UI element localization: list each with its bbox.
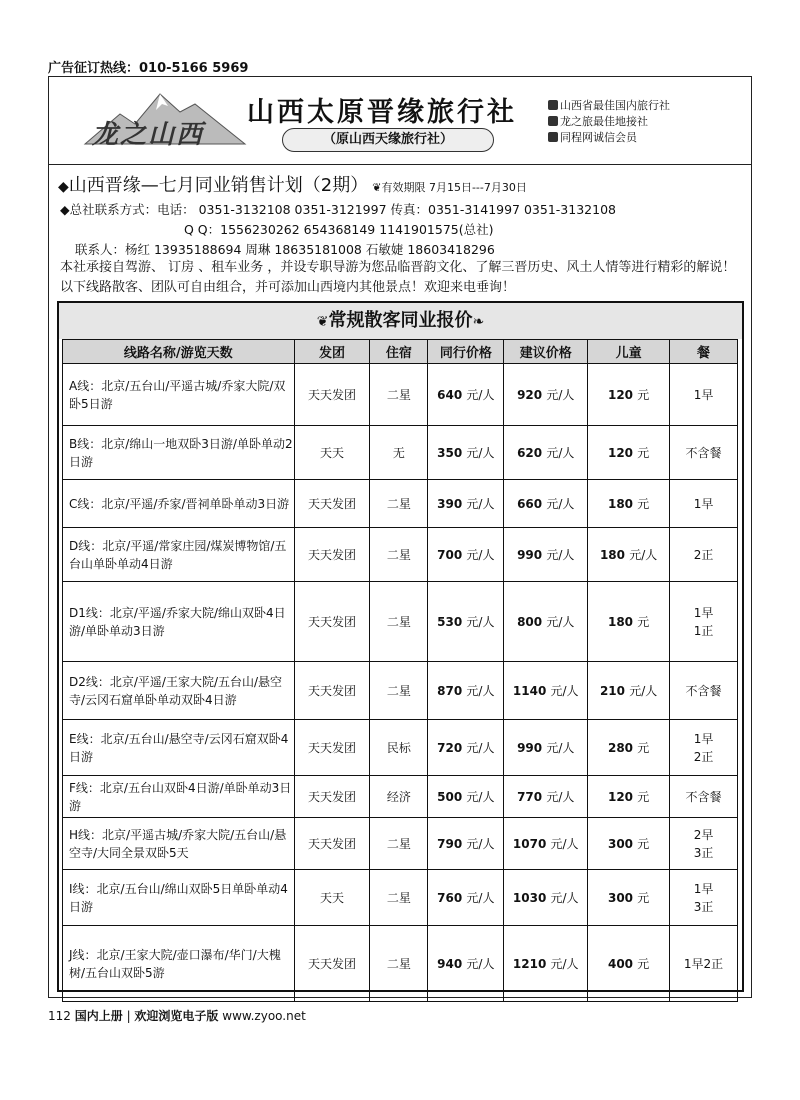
footer-url: www.zyoo.net — [222, 1009, 306, 1023]
hotel-cell: 二星 — [370, 364, 428, 426]
hotel-cell: 二星 — [370, 870, 428, 926]
table-row — [63, 818, 738, 870]
route-cell: D线：北京/平遥/常家庄园/煤炭博物馆/五台山单卧单动4日游 — [63, 528, 295, 582]
divider — [48, 164, 751, 165]
hotel-cell: 二星 — [370, 926, 428, 1002]
meal-cell: 1早 1正 — [670, 582, 738, 662]
table-title: ❦常规散客同业报价❧ — [59, 303, 742, 339]
honors-list — [548, 98, 670, 146]
child-price-cell: 210 元/人 — [588, 662, 670, 720]
meal-cell: 不含餐 — [670, 776, 738, 818]
award-icon — [548, 116, 558, 126]
intro-text: 本社承接自驾游、 订房 、租车业务 ，并设专职导游为您品临晋韵文化、了解三晋历史、风土人情等进行精彩的解说！以下线路散客、团队可自由组合，并可添加山西境内其他景点！欢迎来电垂询！ — [60, 260, 736, 295]
route-cell: J线：北京/王家大院/壶口瀑布/华门/大槐树/五台山双卧5游 — [63, 926, 295, 1002]
contact-phone-fax: ◆总社联系方式：电话： 0351-3132108 0351-3121997 传真：0351-3141997 0351-3132108 — [60, 202, 616, 217]
suggest-price-cell: 660 元/人 — [504, 480, 588, 528]
agency-former-name: （原山西天缘旅行社） — [282, 128, 494, 152]
depart-cell: 天天发团 — [294, 582, 370, 662]
col-depart: 发团 — [294, 340, 370, 364]
table-row — [63, 776, 738, 818]
route-cell: C线：北京/平遥/乔家/晋祠单卧单动3日游 — [63, 480, 295, 528]
child-price-cell: 120 元 — [588, 426, 670, 480]
route-cell: E线：北京/五台山/悬空寺/云冈石窟双卧4日游 — [63, 720, 295, 776]
meal-cell: 1早2正 — [670, 926, 738, 1002]
depart-cell: 天天发团 — [294, 776, 370, 818]
child-price-cell: 120 元 — [588, 364, 670, 426]
col-child: 儿童 — [588, 340, 670, 364]
agency-name: 山西太原晋缘旅行社 — [247, 97, 517, 128]
section-name: 国内上册 — [74, 1009, 123, 1023]
route-cell: H线：北京/平遥古城/乔家大院/五台山/悬空寺/大同全景双卧5天 — [63, 818, 295, 870]
table-row — [63, 870, 738, 926]
depart-cell: 天天发团 — [294, 364, 370, 426]
ornament-icon: ❧ — [472, 314, 485, 330]
child-price-cell: 400 元 — [588, 926, 670, 1002]
table-row — [63, 720, 738, 776]
col-meal: 餐 — [670, 340, 738, 364]
hotel-cell: 经济 — [370, 776, 428, 818]
child-price-cell: 300 元 — [588, 870, 670, 926]
price-table — [62, 339, 738, 1002]
col-peer-price: 同行价格 — [428, 340, 504, 364]
peer-price-cell: 870 元/人 — [428, 662, 504, 720]
route-cell: D2线：北京/平遥/王家大院/五台山/悬空寺/云冈石窟单卧单动双卧4日游 — [63, 662, 295, 720]
meal-cell: 1早 — [670, 364, 738, 426]
route-cell: B线：北京/绵山一地双卧3日游/单卧单动2日游 — [63, 426, 295, 480]
page-footer: 112 国内上册 | 欢迎浏览电子版 www.zyoo.net — [48, 1009, 306, 1023]
honor-item: 龙之旅最佳地接社 — [548, 114, 670, 130]
table-row — [63, 528, 738, 582]
table-row — [63, 926, 738, 1002]
suggest-price-cell: 800 元/人 — [504, 582, 588, 662]
suggest-price-cell: 1210 元/人 — [504, 926, 588, 1002]
page-number: 112 — [48, 1009, 71, 1023]
meal-cell: 2正 — [670, 528, 738, 582]
hotel-cell: 二星 — [370, 662, 428, 720]
depart-cell: 天天发团 — [294, 528, 370, 582]
suggest-price-cell: 1030 元/人 — [504, 870, 588, 926]
peer-price-cell: 790 元/人 — [428, 818, 504, 870]
ad-hotline: 广告征订热线：010-5166 5969 — [48, 61, 249, 76]
route-cell: A线：北京/五台山/平遥古城/乔家大院/双卧5日游 — [63, 364, 295, 426]
ornament-icon: ❦ — [316, 314, 329, 330]
child-price-cell: 280 元 — [588, 720, 670, 776]
peer-price-cell: 760 元/人 — [428, 870, 504, 926]
suggest-price-cell: 1070 元/人 — [504, 818, 588, 870]
peer-price-cell: 940 元/人 — [428, 926, 504, 1002]
meal-cell: 不含餐 — [670, 426, 738, 480]
child-price-cell: 180 元 — [588, 480, 670, 528]
award-icon — [548, 132, 558, 142]
peer-price-cell: 640 元/人 — [428, 364, 504, 426]
logo-calligraphy: 龙之山西 — [92, 120, 205, 150]
table-header-row — [63, 340, 738, 364]
peer-price-cell: 350 元/人 — [428, 426, 504, 480]
award-icon — [548, 100, 558, 110]
child-price-cell: 180 元/人 — [588, 528, 670, 582]
leaf-icon: ❦ — [372, 181, 382, 194]
honor-item: 山西省最佳国内旅行社 — [548, 98, 670, 114]
contact-qq: Q Q：1556230262 654368149 1141901575(总社) — [184, 222, 494, 237]
child-price-cell: 180 元 — [588, 582, 670, 662]
table-row — [63, 364, 738, 426]
col-suggest-price: 建议价格 — [504, 340, 588, 364]
route-cell: F线：北京/五台山双卧4日游/单卧单动3日游 — [63, 776, 295, 818]
table-row — [63, 480, 738, 528]
plan-title: ◆山西晋缘—七月同业销售计划（2期） ❦有效期限 7月15日---7月30日 — [58, 175, 527, 196]
suggest-price-cell: 770 元/人 — [504, 776, 588, 818]
meal-cell: 2早 3正 — [670, 818, 738, 870]
suggest-price-cell: 1140 元/人 — [504, 662, 588, 720]
peer-price-cell: 720 元/人 — [428, 720, 504, 776]
meal-cell: 1早 2正 — [670, 720, 738, 776]
validity: 有效期限 7月15日---7月30日 — [381, 181, 527, 194]
footer-slogan: 欢迎浏览电子版 — [134, 1009, 219, 1023]
hotel-cell: 民标 — [370, 720, 428, 776]
peer-price-cell: 390 元/人 — [428, 480, 504, 528]
contact-persons: 联系人：杨红 13935188694 周琳 18635181008 石敏婕 18603418296 — [75, 242, 495, 257]
agency-banner — [72, 84, 722, 158]
depart-cell: 天天 — [294, 426, 370, 480]
hotel-cell: 无 — [370, 426, 428, 480]
suggest-price-cell: 920 元/人 — [504, 364, 588, 426]
route-cell: I线：北京/五台山/绵山双卧5日单卧单动4日游 — [63, 870, 295, 926]
hotel-cell: 二星 — [370, 582, 428, 662]
child-price-cell: 120 元 — [588, 776, 670, 818]
suggest-price-cell: 990 元/人 — [504, 528, 588, 582]
depart-cell: 天天发团 — [294, 662, 370, 720]
meal-cell: 1早 3正 — [670, 870, 738, 926]
meal-cell: 1早 — [670, 480, 738, 528]
col-route: 线路名称/游览天数 — [63, 340, 295, 364]
depart-cell: 天天发团 — [294, 480, 370, 528]
peer-price-cell: 700 元/人 — [428, 528, 504, 582]
hotel-cell: 二星 — [370, 528, 428, 582]
col-hotel: 住宿 — [370, 340, 428, 364]
diamond-icon: ◆ — [58, 179, 69, 195]
peer-price-cell: 530 元/人 — [428, 582, 504, 662]
table-row — [63, 582, 738, 662]
price-table-box — [57, 301, 744, 992]
depart-cell: 天天发团 — [294, 818, 370, 870]
route-cell: D1线：北京/平遥/乔家大院/绵山双卧4日游/单卧单动3日游 — [63, 582, 295, 662]
child-price-cell: 300 元 — [588, 818, 670, 870]
depart-cell: 天天发团 — [294, 720, 370, 776]
table-row — [63, 426, 738, 480]
suggest-price-cell: 620 元/人 — [504, 426, 588, 480]
peer-price-cell: 500 元/人 — [428, 776, 504, 818]
suggest-price-cell: 990 元/人 — [504, 720, 588, 776]
hotel-cell: 二星 — [370, 480, 428, 528]
depart-cell: 天天发团 — [294, 926, 370, 1002]
depart-cell: 天天 — [294, 870, 370, 926]
meal-cell: 不含餐 — [670, 662, 738, 720]
honor-item: 同程网诚信会员 — [548, 130, 670, 146]
hotel-cell: 二星 — [370, 818, 428, 870]
table-row — [63, 662, 738, 720]
